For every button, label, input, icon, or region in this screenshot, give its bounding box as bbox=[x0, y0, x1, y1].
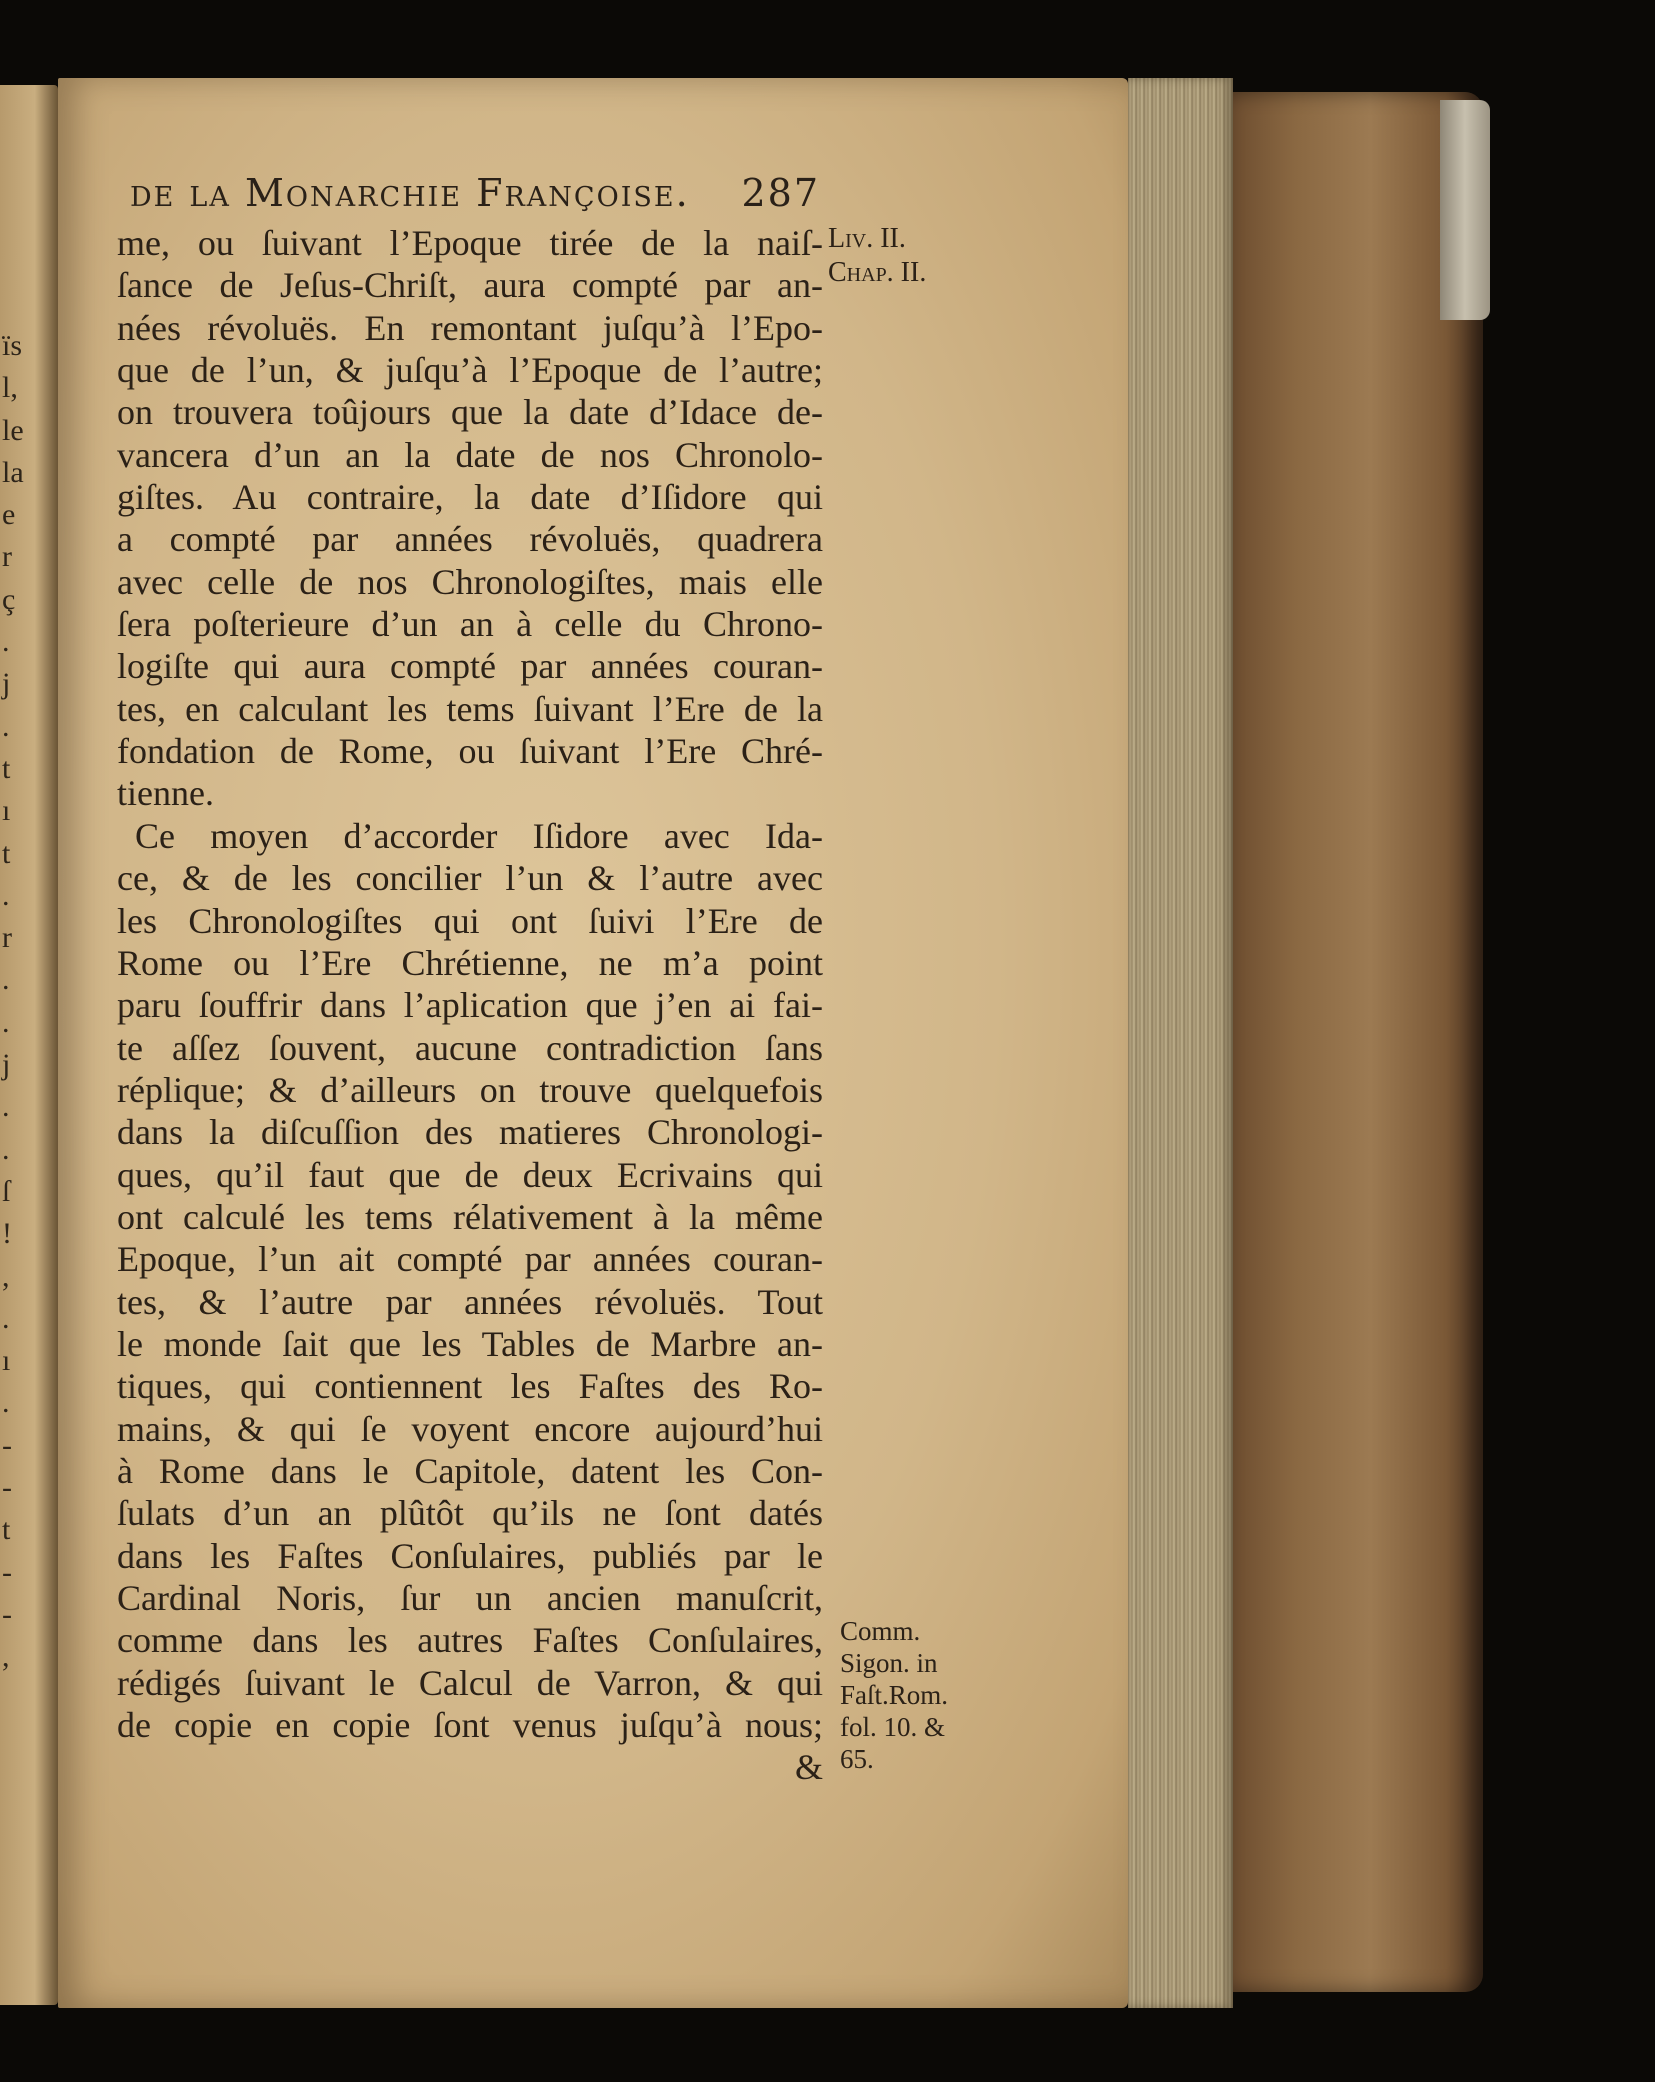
spine-label bbox=[1440, 100, 1490, 320]
text-line: logiſte qui aura compté par années couran- bbox=[117, 646, 823, 687]
side-note-line: Comm. bbox=[840, 1616, 921, 1646]
text-line: comme dans les autres Faſtes Conſulaires, bbox=[117, 1620, 823, 1661]
fragment: r bbox=[2, 921, 12, 955]
fragment: ïs bbox=[2, 329, 23, 362]
running-head bbox=[130, 170, 820, 216]
fragment: t bbox=[2, 751, 11, 785]
catchword: & bbox=[794, 1747, 823, 1788]
text-line: de copie en copie ſont venus juſqu’à nous; bbox=[117, 1705, 823, 1746]
fragment: . bbox=[2, 1005, 10, 1039]
text-line: me, ou ſuivant l’Epoque tirée de la naiſ- bbox=[117, 223, 823, 263]
page-block-edge bbox=[1128, 78, 1233, 2008]
side-note-line: Chap. II. bbox=[828, 257, 927, 288]
text-line: a compté par années révoluës, quadrera bbox=[117, 519, 823, 560]
fragment: . bbox=[2, 1132, 10, 1166]
fragment: . bbox=[2, 1090, 10, 1124]
text-line: ſera poſterieure d’un an à celle du Chrono- bbox=[117, 604, 823, 645]
side-note-line: Faſt.Rom. bbox=[840, 1680, 949, 1710]
fragment: . bbox=[2, 625, 10, 659]
text-line: tiques, qui contiennent les Faſtes des Ro- bbox=[117, 1366, 823, 1407]
book-cover-edge bbox=[1233, 92, 1483, 1992]
text-line: ſulats d’un an plûtôt qu’ils ne ſont datés bbox=[117, 1493, 823, 1534]
side-note-line: fol. 10. & bbox=[840, 1712, 945, 1742]
side-note-chapter bbox=[828, 222, 1028, 290]
fragment: . bbox=[2, 878, 10, 912]
text-line: tes, en calculant les tems ſuivant l’Ere de la bbox=[117, 688, 823, 729]
text-line: nées révoluës. En remontant juſqu’à l’Epo- bbox=[117, 307, 823, 348]
fragment: ç bbox=[2, 582, 16, 616]
text-line: Ce moyen d’accorder Iſidore avec Ida- bbox=[135, 815, 823, 856]
text-line: dans la diſcuſſion des matieres Chronologi- bbox=[117, 1112, 823, 1153]
side-note-line: Sigon. in bbox=[840, 1648, 938, 1678]
text-line: rédigés ſuivant le Calcul de Varron, & qui bbox=[117, 1662, 823, 1703]
text-line: ce, & de les concilier l’un & l’autre avec bbox=[117, 858, 823, 899]
text-line: ſance de Jeſus-Chriſt, aura compté par an- bbox=[117, 265, 823, 306]
text-line: fondation de Rome, ou ſuivant l’Ere Chré- bbox=[117, 731, 823, 772]
text-line: vancera d’un an la date de nos Chronolo- bbox=[117, 434, 823, 475]
fragment: , bbox=[2, 1259, 10, 1293]
side-note-line: 65. bbox=[840, 1744, 874, 1774]
text-line: le monde ſait que les Tables de Marbre an- bbox=[117, 1323, 823, 1364]
text-line: Epoque, l’un ait compté par années couran- bbox=[117, 1239, 823, 1280]
fragment: ! bbox=[2, 1217, 12, 1251]
fragment: - bbox=[2, 1555, 12, 1589]
text-line: que de l’un, & juſqu’à l’Epoque de l’autre; bbox=[117, 350, 823, 391]
fragment: l, bbox=[2, 371, 18, 405]
fragment: ı bbox=[2, 794, 11, 828]
fragment: . bbox=[2, 709, 10, 743]
text-line: ques, qu’il faut que de deux Ecrivains qui bbox=[117, 1154, 823, 1195]
facing-page-text-fragments bbox=[2, 325, 42, 1679]
fragment: j bbox=[2, 667, 11, 701]
text-line: te aſſez ſouvent, aucune contradiction ſans bbox=[117, 1027, 823, 1068]
text-line: Cardinal Noris, ſur un ancien manuſcrit, bbox=[117, 1578, 823, 1618]
page-number: 287 bbox=[741, 171, 820, 215]
fragment: t bbox=[2, 1513, 11, 1547]
fragment: t bbox=[2, 836, 11, 870]
text-line: tes, & l’autre par années révoluës. Tout bbox=[117, 1281, 823, 1322]
fragment: ſ bbox=[2, 1174, 11, 1208]
body-text bbox=[117, 222, 823, 1789]
text-line: à Rome dans le Capitole, datent les Con- bbox=[117, 1450, 823, 1491]
text-line: on trouvera toûjours que la date d’Idace de- bbox=[117, 392, 823, 433]
side-note-line: Liv. II. bbox=[828, 223, 906, 254]
text-line: Rome ou l’Ere Chrétienne, ne m’a point bbox=[117, 942, 823, 983]
fragment: - bbox=[2, 1428, 12, 1462]
fragment: . bbox=[2, 1386, 10, 1420]
text-line: ont calculé les tems rélativement à la même bbox=[117, 1196, 823, 1237]
fragment: , bbox=[2, 1640, 10, 1674]
fragment: - bbox=[2, 1471, 12, 1505]
text-line: les Chronologiſtes qui ont ſuivi l’Ere de bbox=[117, 900, 823, 941]
fragment: r bbox=[2, 540, 12, 574]
side-note-reference bbox=[840, 1615, 1030, 1775]
fragment: . bbox=[2, 963, 10, 997]
facing-page-edge bbox=[0, 85, 58, 2005]
fragment: la bbox=[2, 455, 24, 489]
text-line: paru ſouffrir dans l’aplication que j’en ai fai- bbox=[117, 985, 823, 1026]
fragment: e bbox=[2, 498, 16, 532]
fragment: - bbox=[2, 1597, 12, 1631]
fragment: . bbox=[2, 1301, 10, 1335]
text-line: giſtes. Au contraire, la date d’Iſidore qui bbox=[117, 477, 823, 518]
fragment: j bbox=[2, 1048, 11, 1082]
text-line: réplique; & d’ailleurs on trouve quelquefois bbox=[117, 1069, 823, 1110]
text-line: tienne. bbox=[117, 773, 214, 814]
fragment: ı bbox=[2, 1344, 11, 1378]
text-line: dans les Faſtes Conſulaires, publiés par le bbox=[117, 1535, 823, 1576]
text-line: avec celle de nos Chronologiſtes, mais elle bbox=[117, 561, 823, 602]
fragment: le bbox=[2, 413, 24, 447]
running-head-title: de la Monarchie Françoise. bbox=[130, 171, 690, 215]
text-line: mains, & qui ſe voyent encore aujourd’hui bbox=[117, 1408, 823, 1449]
